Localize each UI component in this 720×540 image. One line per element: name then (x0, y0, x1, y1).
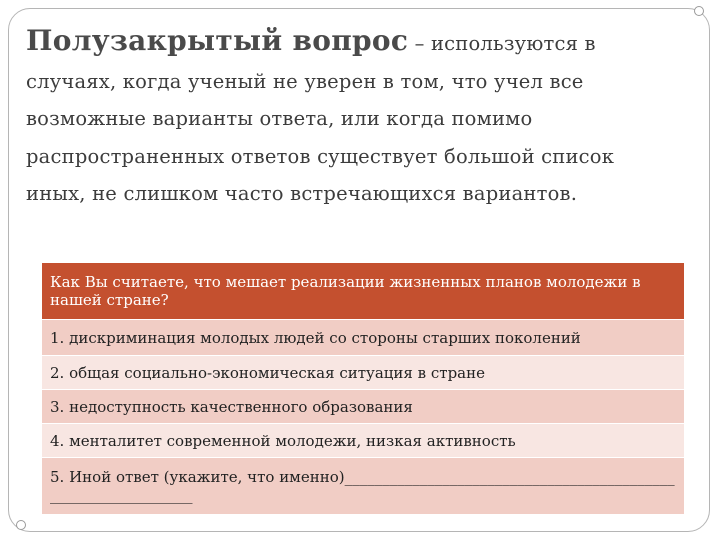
corner-circle-decoration (694, 6, 704, 16)
slide-body-text (26, 22, 666, 213)
slide-intro-text: – используются в случаях, когда ученый не уверен в том, что учел все возможные варианты ответа, или когда помимо распространенных ответов существует большой список иных, не слишком часто встречающихся вариантов. (26, 32, 615, 205)
answer-option-other: 5. Иной ответ (укажите, что именно)_______________________________________________________________ (42, 458, 684, 515)
table-header-row (42, 263, 684, 320)
answer-option: 1. дискриминация молодых людей со стороны старших поколений (42, 320, 684, 356)
table-row (42, 320, 684, 356)
answer-option: 4. менталитет современной молодежи, низкая активность (42, 424, 684, 458)
table-row (42, 390, 684, 424)
table-question-cell: Как Вы считаете, что мешает реализации жизненных планов молодежи в нашей стране? (42, 263, 684, 320)
table-row (42, 424, 684, 458)
table-row (42, 458, 684, 515)
corner-circle-decoration (16, 520, 26, 530)
table-row (42, 356, 684, 390)
answer-option: 2. общая социально-экономическая ситуация в стране (42, 356, 684, 390)
slide-heading: Полузакрытый вопрос (26, 24, 409, 57)
answer-option: 3. недоступность качественного образования (42, 390, 684, 424)
question-table (42, 263, 684, 514)
